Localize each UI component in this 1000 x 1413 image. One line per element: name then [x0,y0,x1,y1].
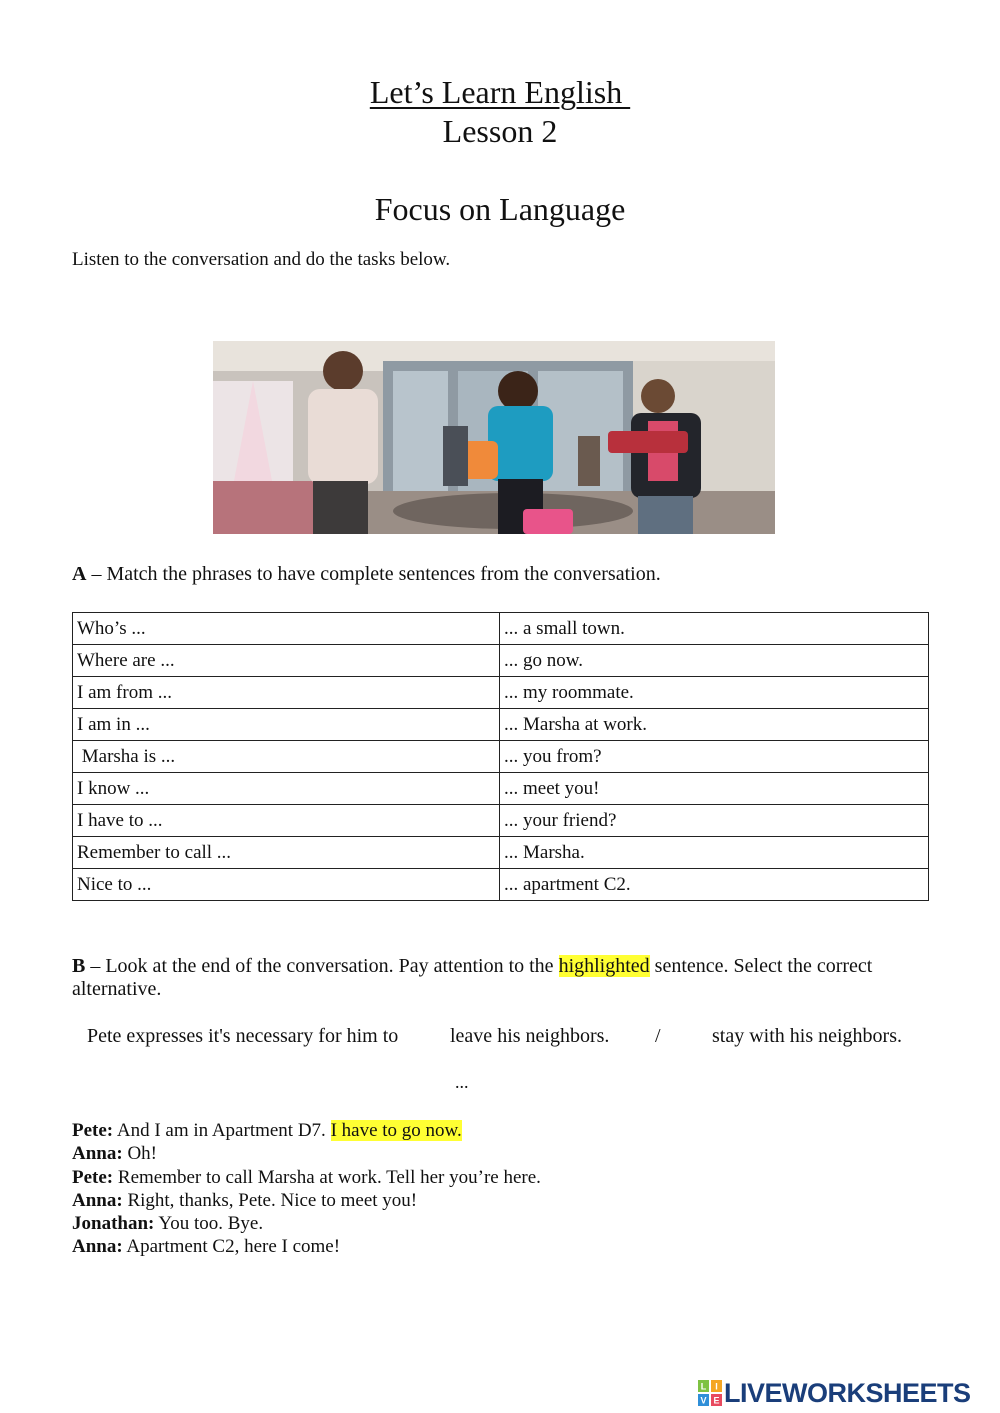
dialog-line: Anna: Oh! [72,1143,157,1165]
matching-table [72,612,929,901]
lesson-number: Lesson 2 [442,113,558,149]
table-row [73,709,929,741]
ellipsis: ... [455,1072,469,1092]
logo-letter: V [700,1395,707,1406]
phrase-end: ... your friend? [500,805,929,837]
highlighted-sentence: I have to go now. [330,1120,462,1141]
task-b-statement: Pete expresses it's necessary for him to [87,1025,399,1047]
liveworksheets-logo[interactable] [698,1378,971,1408]
logo-grid-icon [698,1380,722,1406]
phrase-start: Who’s ... [73,613,500,645]
section-heading: Focus on Language [374,191,626,227]
phrase-start: Nice to ... [73,869,500,901]
phrase-end: ... Marsha. [500,837,929,869]
option-separator: / [655,1025,661,1047]
answer-option-stay[interactable]: stay with his neighbors. [712,1025,902,1047]
dialog-line: Jonathan: You too. Bye. [72,1213,264,1235]
highlighted-word: highlighted [558,955,650,977]
phrase-end: ... Marsha at work. [500,709,929,741]
conversation-photo [213,341,775,534]
table-row [73,837,929,869]
dialog-line: Pete: Remember to call Marsha at work. Tell her you’re here. [72,1166,541,1188]
phrase-end: ... you from? [500,741,929,773]
phrase-start: I know ... [73,773,500,805]
logo-letter: I [715,1381,718,1392]
phrase-end: ... go now. [500,645,929,677]
answer-option-leave[interactable]: leave his neighbors. [450,1025,610,1047]
task-b-instruction: B – Look at the end of the conversation. Pay attention to the highlighted sentence. Select the correct alternative. [72,955,873,1000]
intro-instruction: Listen to the conversation and do the tasks below. [72,249,451,270]
dialog-line: Anna: Right, thanks, Pete. Nice to meet you! [72,1189,418,1211]
table-row [73,773,929,805]
logo-letter: E [713,1395,720,1406]
phrase-start: I have to ... [73,805,500,837]
logo-wordmark: LIVEWORKSHEETS [724,1377,971,1408]
phrase-start: I am from ... [73,677,500,709]
phrase-start: Where are ... [73,645,500,677]
conversation-excerpt [72,1119,541,1259]
table-row [73,741,929,773]
dialog-line: Pete: And I am in Apartment D7. I have to go now. [72,1120,462,1141]
table-row [73,645,929,677]
worksheet-title: Let’s Learn English [369,74,631,110]
logo-letter: L [700,1381,707,1392]
phrase-start: Marsha is ... [73,741,500,773]
table-row [73,805,929,837]
phrase-end: ... apartment C2. [500,869,929,901]
task-a-instruction: A – Match the phrases to have complete sentences from the conversation. [72,563,661,585]
table-row [73,869,929,901]
table-row [73,677,929,709]
phrase-end: ... a small town. [500,613,929,645]
phrase-start: Remember to call ... [73,837,500,869]
phrase-end: ... meet you! [500,773,929,805]
phrase-end: ... my roommate. [500,677,929,709]
table-row [73,613,929,645]
dialog-line: Anna: Apartment C2, here I come! [72,1236,341,1258]
phrase-start: I am in ... [73,709,500,741]
